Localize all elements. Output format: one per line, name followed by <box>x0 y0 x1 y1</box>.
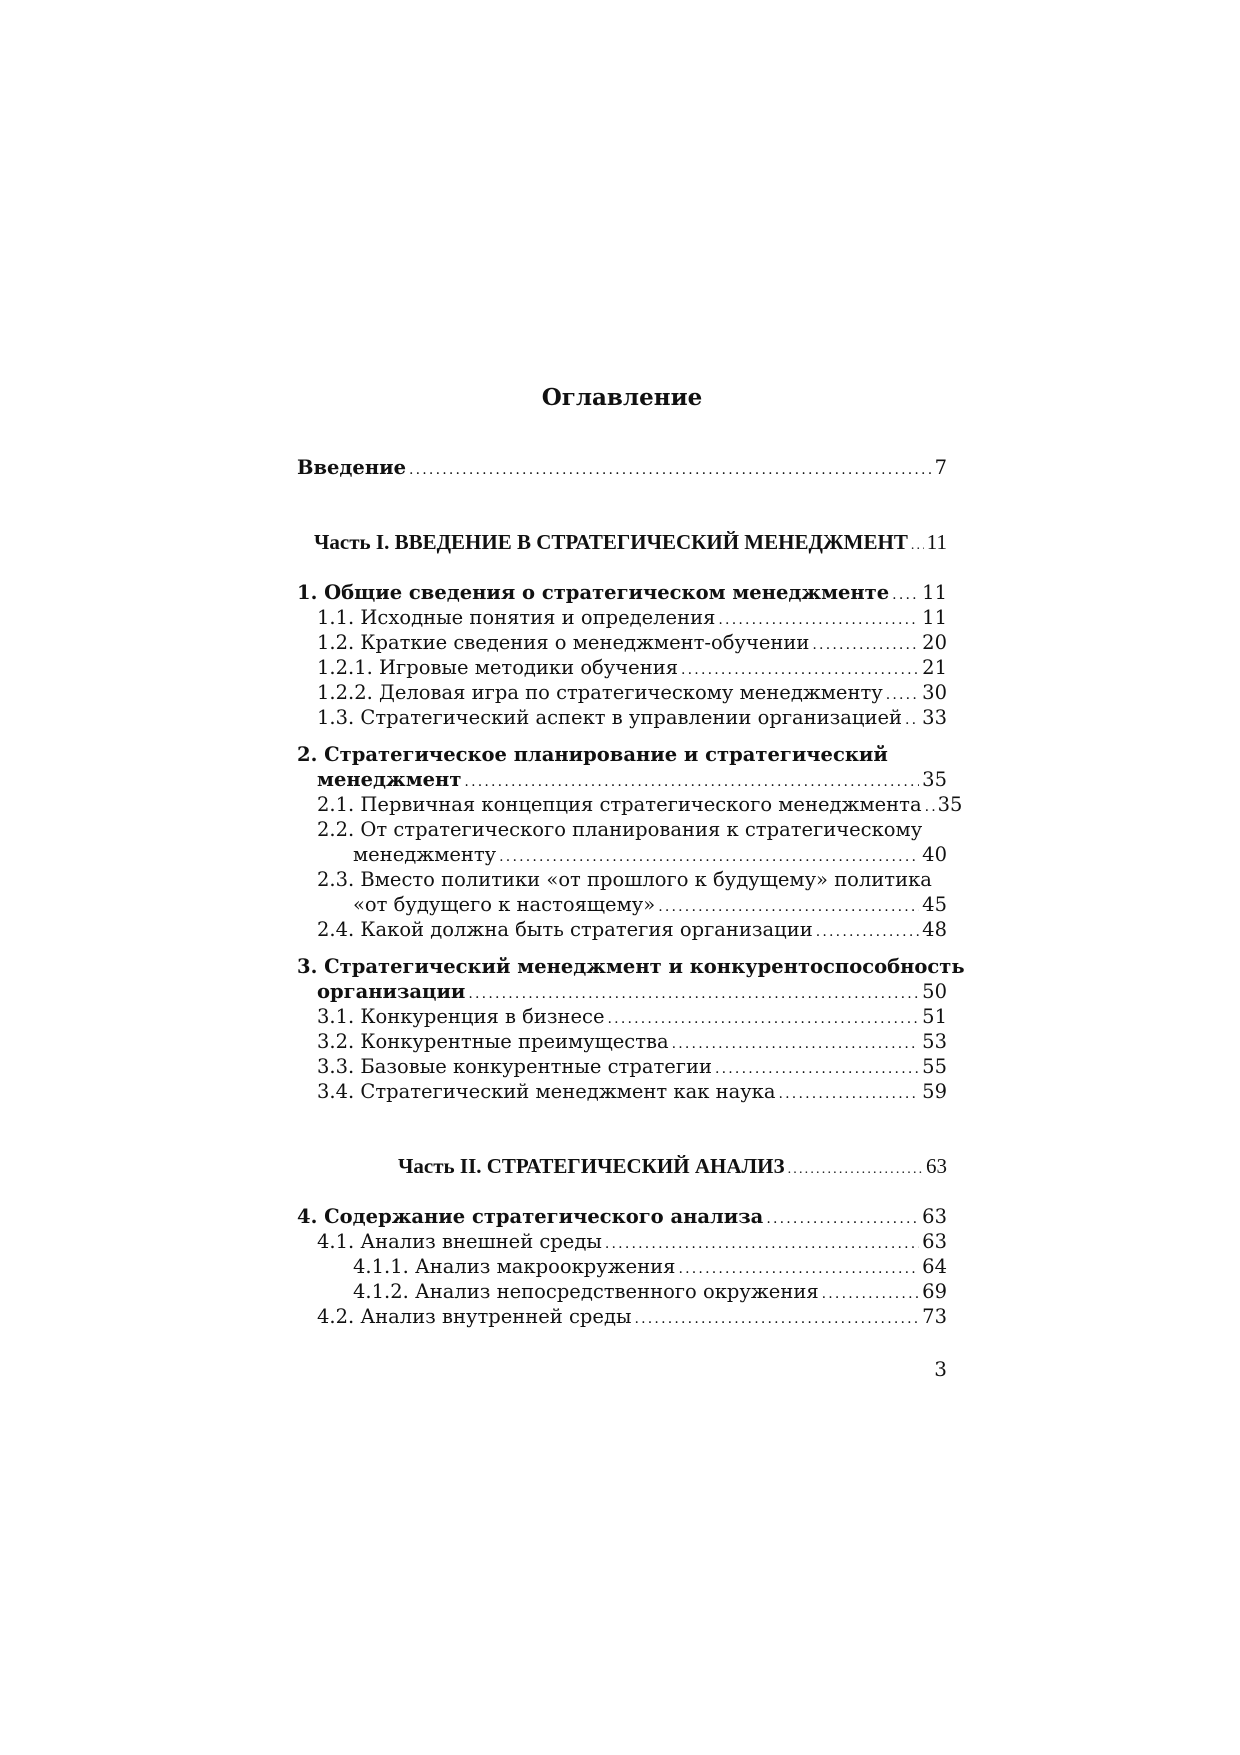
dot-leader <box>634 1307 919 1332</box>
entry-title: 2.2. От стратегического планирования к стратегическому <box>317 818 923 841</box>
entry-title: Часть I. ВВЕДЕНИЕ В СТРАТЕГИЧЕСКИЙ МЕНЕДЖМЕНТ <box>314 530 908 554</box>
page-ref: 64 <box>922 1255 947 1278</box>
toc-section-3-2[interactable] <box>317 1029 947 1054</box>
toc-section-3-1[interactable] <box>317 1004 947 1029</box>
toc-section-2-1[interactable] <box>317 792 963 817</box>
page-ref: 50 <box>922 980 947 1003</box>
toc-chapter-3-cont[interactable] <box>317 979 947 1004</box>
entry-title: 2.4. Какой должна быть стратегия организации <box>317 918 813 941</box>
entry-title: 1.2. Краткие сведения о менеджмент-обучении <box>317 631 810 654</box>
entry-title: 3.1. Конкуренция в бизнесе <box>317 1005 605 1028</box>
page-ref: 11 <box>922 581 947 604</box>
page-ref: 63 <box>926 1154 947 1178</box>
entry-title: 1. Общие сведения о стратегическом менеджменте <box>297 581 890 604</box>
entry-title-continued: «от будущего к настоящему» <box>353 893 656 916</box>
page-ref: 69 <box>922 1280 947 1303</box>
entry-title: 3. Стратегический менеджмент и конкурентоспособность <box>297 955 965 978</box>
entry-title-continued: менеджменту <box>353 843 497 866</box>
dot-leader <box>779 1082 920 1107</box>
toc-section-4-2[interactable] <box>317 1304 947 1329</box>
toc-part-1[interactable] <box>314 530 947 555</box>
toc-section-2-3-cont[interactable] <box>353 892 947 917</box>
page-ref: 40 <box>922 843 947 866</box>
toc-part-2[interactable] <box>398 1154 947 1179</box>
entry-title: 1.2.2. Деловая игра по стратегическому менеджменту <box>317 681 883 704</box>
entry-title: 1.1. Исходные понятия и определения <box>317 606 716 629</box>
entry-title: 2. Стратегическое планирование и стратегический <box>297 743 888 766</box>
toc-chapter-2[interactable] <box>297 742 947 767</box>
page-ref: 51 <box>922 1005 947 1028</box>
toc-chapter-1[interactable] <box>297 580 947 605</box>
toc-section-2-3[interactable] <box>317 867 947 892</box>
entry-title: 2.1. Первичная концепция стратегического менеджмента <box>317 793 922 816</box>
page-ref: 73 <box>922 1305 947 1328</box>
dot-leader <box>816 920 919 945</box>
page-number: 3 <box>934 1357 947 1381</box>
page-ref: 20 <box>922 631 947 654</box>
page-ref: 7 <box>934 456 947 479</box>
entry-title: Введение <box>297 456 406 479</box>
toc-chapter-3[interactable] <box>297 954 965 979</box>
toc-subsection-1-2-1[interactable] <box>317 655 947 680</box>
dot-leader <box>409 458 932 483</box>
page-ref: 63 <box>922 1230 947 1253</box>
toc-section-2-2[interactable] <box>317 817 947 842</box>
toc-section-2-4[interactable] <box>317 917 947 942</box>
page-ref: 21 <box>922 656 947 679</box>
page-ref: 35 <box>922 768 947 791</box>
entry-title: 3.4. Стратегический менеджмент как наука <box>317 1080 776 1103</box>
page-ref: 53 <box>922 1030 947 1053</box>
entry-title: 1.3. Стратегический аспект в управлении организацией <box>317 706 902 729</box>
page-ref: 59 <box>922 1080 947 1103</box>
toc-subsection-1-2-2[interactable] <box>317 680 947 705</box>
toc-chapter-2-cont[interactable] <box>317 767 947 792</box>
entry-title: 4.2. Анализ внутренней среды <box>317 1305 632 1328</box>
entry-title-continued: менеджмент <box>317 768 462 791</box>
entry-title-continued: организации <box>317 980 466 1003</box>
toc-subsection-4-1-1[interactable] <box>353 1254 947 1279</box>
entry-title: 4. Содержание стратегического анализа <box>297 1205 764 1228</box>
entry-title: Часть II. СТРАТЕГИЧЕСКИЙ АНАЛИЗ <box>398 1154 785 1178</box>
page-ref: 35 <box>937 793 963 816</box>
page-ref: 55 <box>922 1055 947 1078</box>
dot-leader <box>911 533 924 558</box>
entry-title: 4.1.1. Анализ макроокружения <box>353 1255 676 1278</box>
page-ref: 48 <box>922 918 947 941</box>
dot-leader <box>905 708 919 733</box>
toc-section-1-1[interactable] <box>317 605 947 630</box>
toc-chapter-4[interactable] <box>297 1204 947 1229</box>
page-ref: 63 <box>922 1205 947 1228</box>
toc-section-2-2-cont[interactable] <box>353 842 947 867</box>
toc-section-4-1[interactable] <box>317 1229 947 1254</box>
toc-section-3-3[interactable] <box>317 1054 947 1079</box>
entry-title: 4.1. Анализ внешней среды <box>317 1230 602 1253</box>
page-ref: 11 <box>926 530 947 554</box>
toc-title: Оглавление <box>541 384 703 411</box>
entry-title: 2.3. Вместо политики «от прошлого к будущему» политика <box>317 868 932 891</box>
toc-section-3-4[interactable] <box>317 1079 947 1104</box>
entry-title: 1.2.1. Игровые методики обучения <box>317 656 678 679</box>
page-ref: 33 <box>922 706 947 729</box>
dot-leader <box>788 1157 923 1182</box>
entry-title: 3.2. Конкурентные преимущества <box>317 1030 669 1053</box>
toc-section-1-3[interactable] <box>317 705 947 730</box>
page-ref: 30 <box>922 681 947 704</box>
entry-title: 4.1.2. Анализ непосредственного окружения <box>353 1280 819 1303</box>
page-ref: 11 <box>922 606 947 629</box>
toc-entry-introduction[interactable] <box>297 455 947 480</box>
entry-title: 3.3. Базовые конкурентные стратегии <box>317 1055 712 1078</box>
toc-subsection-4-1-2[interactable] <box>353 1279 947 1304</box>
toc-section-1-2[interactable] <box>317 630 947 655</box>
page-ref: 45 <box>922 893 947 916</box>
